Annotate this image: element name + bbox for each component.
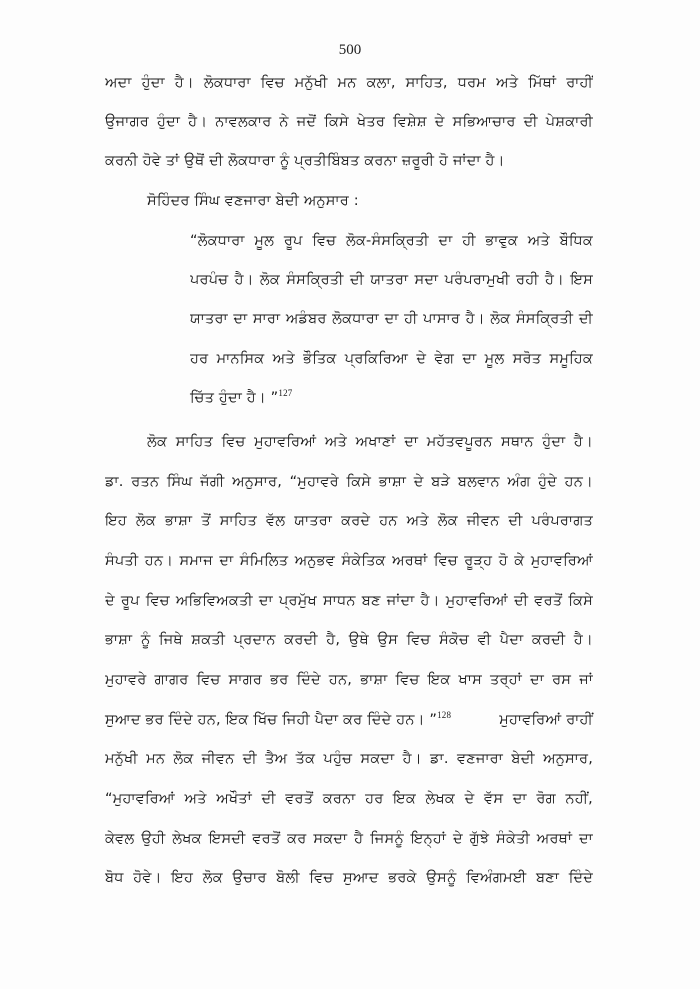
paragraph-2-line: ਇਹ ਲੋਕ ਭਾਸ਼ਾ ਤੋਂ ਸਾਹਿਤ ਵੱਲ ਯਾਤਰਾ ਕਰਦੇ ਹਨ ਅਤੇ ਲੋਕ ਜੀਵਨ ਦੀ ਪਰੰਪਰਾਗਤ (105, 513, 593, 529)
paragraph-2-footnote-line (105, 710, 593, 730)
block-quote-line: ਹਰ ਮਾਨਸਿਕ ਅਤੇ ਭੌਤਿਕ ਪ੍ਰਕਿਰਿਆ ਦੇ ਵੇਗ ਦਾ ਮੂਲ ਸਰੋਤ ਸਮੂਹਿਕ (190, 351, 593, 367)
paragraph-2-line: ਭਾਸ਼ਾ ਨੂੰ ਜਿਥੇ ਸ਼ਕਤੀ ਪ੍ਰਦਾਨ ਕਰਦੀ ਹੈ, ਉਥੇ ਉਸ ਵਿਚ ਸੰਕੋਚ ਵੀ ਪੈਦਾ ਕਰਦੀ ਹੈ। (105, 632, 593, 648)
paragraph-2-line: “ਮੁਹਾਵਰਿਆਂ ਅਤੇ ਅਖੌਤਾਂ ਦੀ ਵਰਤੋਂ ਕਰਨਾ ਹਰ ਇਕ ਲੇਖਕ ਦੇ ਵੱਸ ਦਾ ਰੋਗ ਨਹੀਂ, (105, 791, 593, 807)
footnote-marker: 127 (278, 388, 293, 398)
block-quote-line: ਪਰਪੰਚ ਹੈ। ਲੋਕ ਸੰਸਕ੍ਰਿਤੀ ਦੀ ਯਾਤਰਾ ਸਦਾ ਪਰੰਪਰਾਮੁਖੀ ਰਹੀ ਹੈ। ਇਸ (190, 272, 593, 288)
paragraph-1-line: ਉਜਾਗਰ ਹੁੰਦਾ ਹੈ। ਨਾਵਲਕਾਰ ਨੇ ਜਦੋਂ ਕਿਸੇ ਖੇਤਰ ਵਿਸ਼ੇਸ਼ ਦੇ ਸਭਿਆਚਾਰ ਦੀ ਪੇਸ਼ਕਾਰੀ (105, 114, 593, 130)
paragraph-2-first-line: ਲੋਕ ਸਾਹਿਤ ਵਿਚ ਮੁਹਾਵਰਿਆਂ ਅਤੇ ਅਖਾਣਾਂ ਦਾ ਮਹੱਤਵਪੂਰਨ ਸਥਾਨ ਹੁੰਦਾ ਹੈ। (147, 434, 593, 450)
paragraph-2-line: ਮਨੁੱਖੀ ਮਨ ਲੋਕ ਜੀਵਨ ਦੀ ਤੈਅ ਤੱਕ ਪਹੁੰਚ ਸਕਦਾ ਹੈ। ਡਾ. ਵਣਜਾਰਾ ਬੇਦੀ ਅਨੁਸਾਰ, (105, 751, 593, 767)
block-quote-last-line (190, 388, 593, 408)
paragraph-2-line: ਕੇਵਲ ਉਹੀ ਲੇਖਕ ਇਸਦੀ ਵਰਤੋਂ ਕਰ ਸਕਦਾ ਹੈ ਜਿਸਨੂੰ ਇਨ੍ਹਾਂ ਦੇ ਗੁੱਝੇ ਸੰਕੇਤੀ ਅਰਥਾਂ ਦਾ (105, 831, 593, 847)
paragraph-2-line: ਡਾ. ਰਤਨ ਸਿੰਘ ਜੱਗੀ ਅਨੁਸਾਰ, “ਮੁਹਾਵਰੇ ਕਿਸੇ ਭਾਸ਼ਾ ਦੇ ਬੜੇ ਬਲਵਾਨ ਅੰਗ ਹੁੰਦੇ ਹਨ। (105, 474, 593, 490)
block-quote-line: “ਲੋਕਧਾਰਾ ਮੂਲ ਰੂਪ ਵਿਚ ਲੋਕ-ਸੰਸਕ੍ਰਿਤੀ ਦਾ ਹੀ ਭਾਵੁਕ ਅਤੇ ਬੌਧਿਕ (190, 233, 593, 249)
block-quote-line: ਯਾਤਰਾ ਦਾ ਸਾਰਾ ਅਡੰਬਰ ਲੋਕਧਾਰਾ ਦਾ ਹੀ ਪਾਸਾਰ ਹੈ। ਲੋਕ ਸੰਸਕ੍ਰਿਤੀ ਦੀ (190, 311, 593, 327)
paragraph-2-line: ਬੋਧ ਹੋਵੇ। ਇਹ ਲੋਕ ਉਚਾਰ ਬੋਲੀ ਵਿਚ ਸੁਆਦ ਭਰਕੇ ਉਸਨੂੰ ਵਿਅੰਗਮਈ ਬਣਾ ਦਿੰਦੇ (105, 870, 593, 886)
block-quote-text: ਚਿੱਤ ਹੁੰਦਾ ਹੈ। ” (190, 390, 279, 406)
footnote-marker: 128 (437, 710, 452, 720)
paragraph-1-line: ਅਦਾ ਹੁੰਦਾ ਹੈ। ਲੋਕਧਾਰਾ ਵਿਚ ਮਨੁੱਖੀ ਮਨ ਕਲਾ, ਸਾਹਿਤ, ਧਰਮ ਅਤੇ ਮਿੱਥਾਂ ਰਾਹੀਂ (105, 75, 593, 91)
citation-intro: ਸੋਹਿੰਦਰ ਸਿੰਘ ਵਣਜਾਰਾ ਬੇਦੀ ਅਨੁਸਾਰ : (147, 193, 359, 209)
paragraph-2-line: ਦੇ ਰੂਪ ਵਿਚ ਅਭਿਵਿਅਕਤੀ ਦਾ ਪ੍ਰਮੁੱਖ ਸਾਧਨ ਬਣ ਜਾਂਦਾ ਹੈ। ਮੁਹਾਵਰਿਆਂ ਦੀ ਵਰਤੋਂ ਕਿਸੇ (105, 593, 593, 609)
paragraph-2-line: ਮੁਹਾਵਰੇ ਗਾਗਰ ਵਿਚ ਸਾਗਰ ਭਰ ਦਿੰਦੇ ਹਨ, ਭਾਸ਼ਾ ਵਿਚ ਇਕ ਖਾਸ ਤਰ੍ਹਾਂ ਦਾ ਰਸ ਜਾਂ (105, 672, 593, 688)
paragraph-1-line: ਕਰਨੀ ਹੋਵੇ ਤਾਂ ਉਥੋਂ ਦੀ ਲੋਕਧਾਰਾ ਨੂੰ ਪ੍ਰਤੀਬਿੰਬਤ ਕਰਨਾ ਜ਼ਰੂਰੀ ਹੋ ਜਾਂਦਾ ਹੈ। (105, 153, 505, 169)
paragraph-2-text (105, 710, 451, 730)
paragraph-2-line: ਸੰਪਤੀ ਹਨ। ਸਮਾਜ ਦਾ ਸੰਮਿਲਿਤ ਅਨੁਭਵ ਸੰਕੇਤਿਕ ਅਰਥਾਂ ਵਿਚ ਰੂੜ੍ਹ ਹੋ ਕੇ ਮੁਹਾਵਰਿਆਂ (105, 553, 593, 569)
quote-end-text: ਸੁਆਦ ਭਰ ਦਿੰਦੇ ਹਨ, ਇਕ ਖਿੱਚ ਜਿਹੀ ਪੈਦਾ ਕਰ ਦਿੰਦੇ ਹਨ। ” (105, 712, 438, 728)
page-number: 500 (338, 42, 362, 58)
paragraph-2-text-after: ਮੁਹਾਵਰਿਆਂ ਰਾਹੀਂ (499, 712, 593, 728)
